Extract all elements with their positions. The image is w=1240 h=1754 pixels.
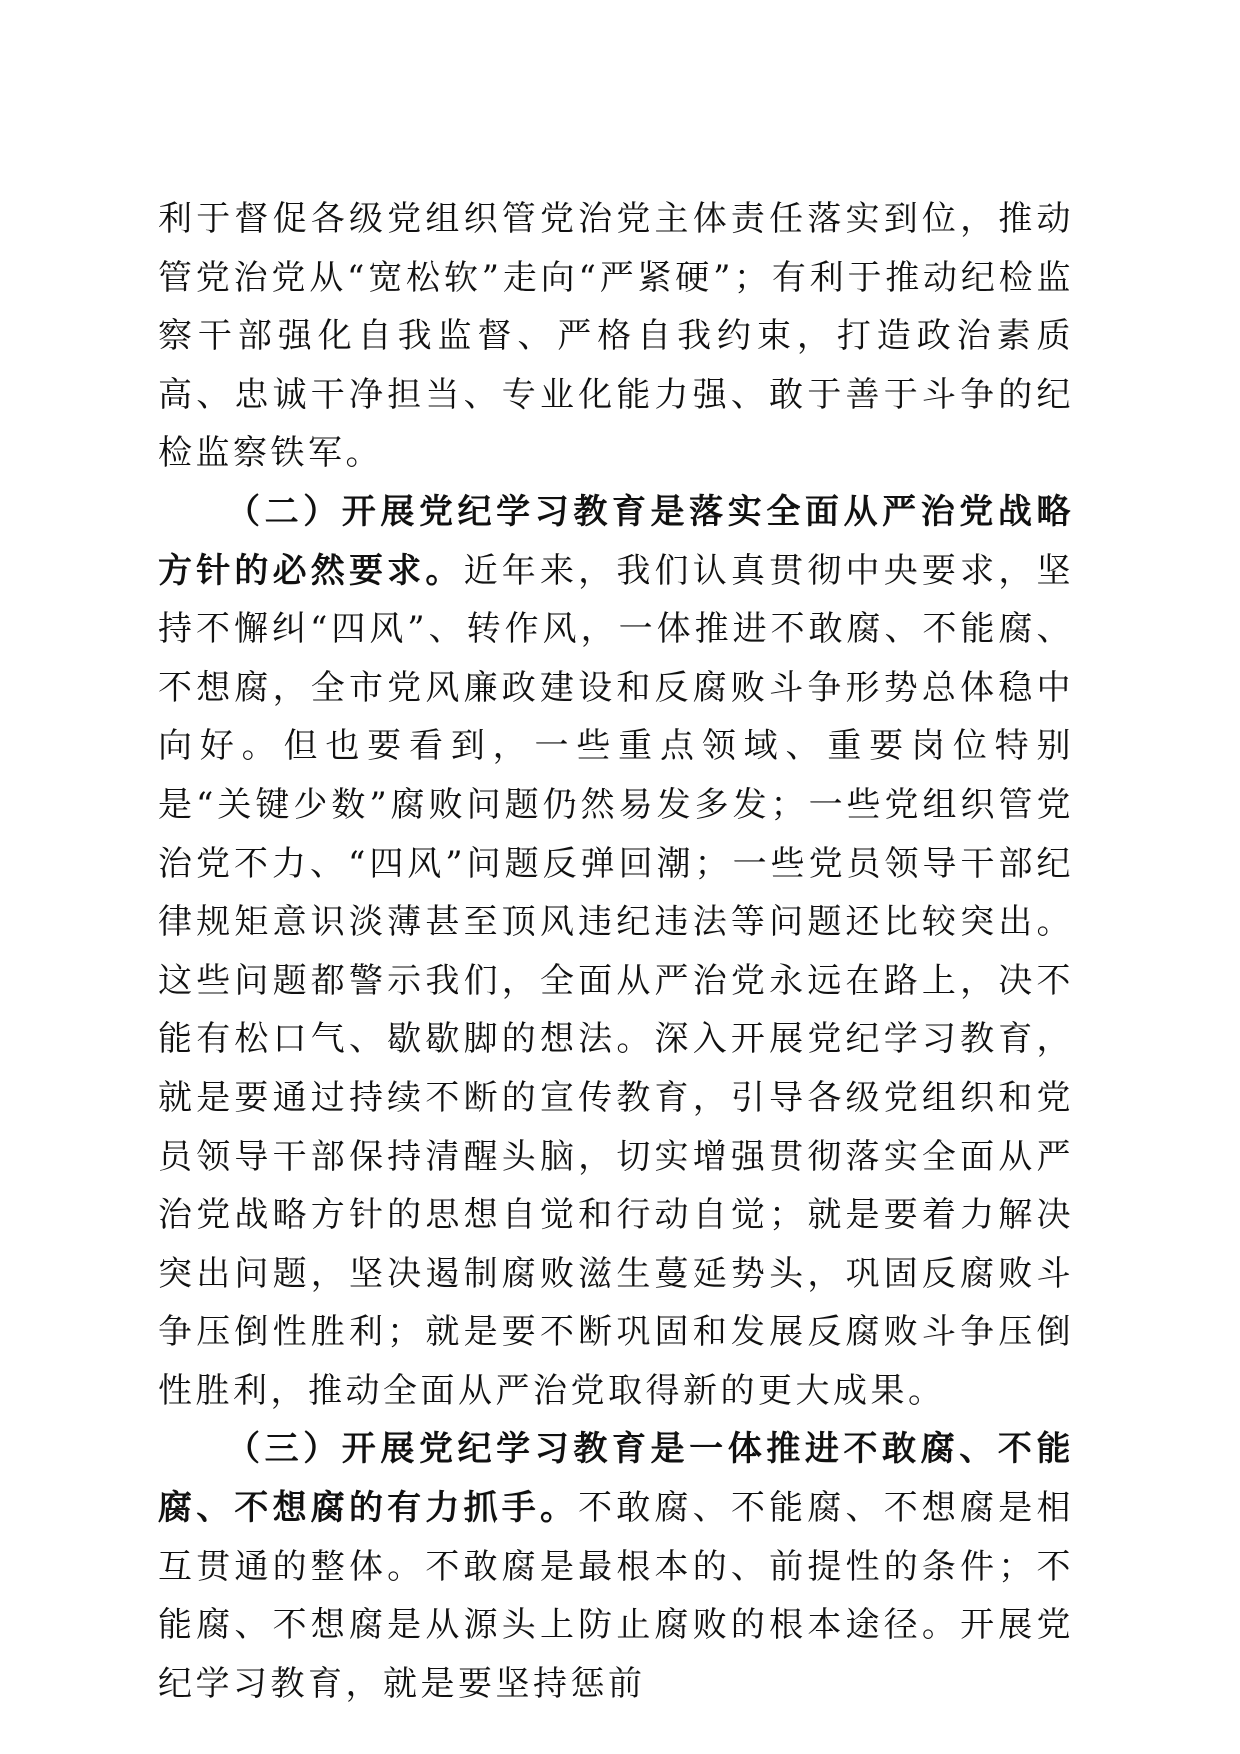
paragraph-section-3 — [158, 1420, 1074, 1713]
paragraph-body: 近年来，我们认真贯彻中央要求，坚持不懈纠“四风”、转作风，一体推进不敢腐、不能腐、不想腐，全市党风廉政建设和反腐败斗争形势总体稳中向好。但也要看到，一些重点领域、重要岗位特别是“关键少数”腐败问题仍然易发多发；一些党组织管党治党不力、“四风”问题反弹回潮；一些党员领导干部纪律规矩意识淡薄甚至顶风违纪违法等问题还比较突出。这些问题都警示我们，全面从严治党永远在路上，决不能有松口气、歇歇脚的想法。深入开展党纪学习教育，就是要通过持续不断的宣传教育，引导各级党组织和党员领导干部保持清醒头脑，切实增强贯彻落实全面从严治党战略方针的思想自觉和行动自觉；就是要着力解决突出问题，坚决遏制腐败滋生蔓延势头，巩固反腐败斗争压倒性胜利；就是要不断巩固和发展反腐败斗争压倒性胜利，推动全面从严治党取得新的更大成果。 — [158, 550, 1075, 1411]
paragraph-body: 利于督促各级党组织管党治党主体责任落实到位，推动管党治党从“宽松软”走向“严紧硬”；有利于推动纪检监察干部强化自我监督、严格自我约束，打造政治素质高、忠诚干净担当、专业化能力强、敢于善于斗争的纪检监察铁军。 — [158, 199, 1074, 474]
paragraph-body: 不敢腐、不能腐、不想腐是相互贯通的整体。不敢腐是最根本的、前提性的条件；不能腐、不想腐是从源头上防止腐败的根本途径。开展党纪学习教育，就是要坚持惩前 — [158, 1488, 1075, 1704]
section-heading: （三）开展党纪学习教育是一体推进不敢腐、不能腐、不想腐的有力抓手。 — [158, 1429, 1074, 1529]
paragraph-continuation — [158, 190, 1074, 483]
paragraph-section-2 — [158, 483, 1074, 1421]
document-page — [158, 190, 1074, 1713]
section-heading: （二）开展党纪学习教育是落实全面从严治党战略方针的必然要求。 — [158, 491, 1074, 591]
